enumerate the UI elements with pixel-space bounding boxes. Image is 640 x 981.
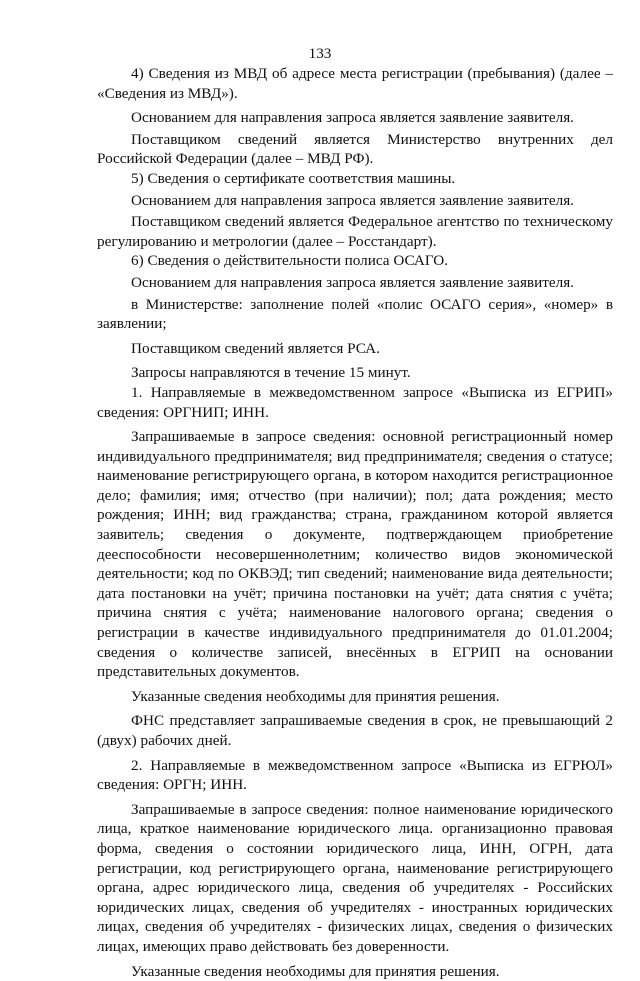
paragraph-certificate-basis: Основанием для направления запроса является заявление заявителя.	[131, 191, 574, 209]
paragraph-egrul-purpose: Указанные сведения необходимы для принятия решения.	[131, 962, 500, 980]
paragraph-egrip-request: 1. Направляемые в межведомственном запросе «Выписка из ЕГРИП» сведения: ОРГНИП; ИНН.	[97, 383, 613, 421]
paragraph-requests-timing: Запросы направляются в течение 15 минут.	[131, 364, 411, 382]
page-number: 133	[308, 45, 332, 62]
paragraph-fns-term: ФНС представляет запрашиваемые сведения в срок, не превышающий 2 (двух) рабочих дней.	[97, 712, 613, 749]
paragraph-egrip-fields: Запрашиваемые в запросе сведения: основной регистрационный номер индивидуального предпринимателя; вид предпринимателя; сведения о статусе; наименование регистрирующего органа, в котором находится регистрационное дело; фамилия; имя; отчество (при наличии); пол; дата рождения; место рождения; ИНН; вид гражданства; страна, гражданином которой является заявитель; сведения о документе, подтверждающем приобретение дееспособности несовершеннолетним; количество видов экономической деятельности; код по ОКВЭД; тип сведений; наименование вида деятельности; дата постановки на учёт; причина постановки на учёт; дата снятия с учёта; причина снятия с учёта; наименование налогового органа; сведения о регистрации в качестве индивидуального предпринимателя до 01.01.2004; сведения о количестве записей, внесённых в ЕГРИП на основании представительных документов.	[97, 428, 613, 681]
paragraph-osago-supplier: Поставщиком сведений является РСА.	[131, 339, 380, 357]
paragraph-egrul-request: 2. Направляемые в межведомственном запросе «Выписка из ЕГРЮЛ» сведения: ОРГН; ИНН.	[97, 756, 613, 794]
paragraph-osago-fields: в Министерстве: заполнение полей «полис ОСАГО серия», «номер» в заявлении;	[97, 295, 613, 333]
paragraph-certificate-heading: 5) Сведения о сертификате соответствия машины.	[131, 169, 456, 187]
page-body	[97, 64, 613, 981]
paragraph-osago-basis: Основанием для направления запроса является заявление заявителя.	[131, 273, 574, 291]
paragraph-certificate-supplier: Поставщиком сведений является Федеральное агентство по техническому регулированию и метрологии (далее – Росстандарт).	[97, 213, 613, 250]
paragraph-egrul-fields: Запрашиваемые в запросе сведения: полное наименование юридического лица, краткое наименование юридического лица. организационно правовая форма, сведения о состоянии юридического лица, ИНН, ОГРН, дата регистрации, код регистрирующего органа, наименование регистрирующего органа, адрес юридического лица, сведения об учредителях - Российских юридических лицах, сведения об учредителях - иностранных юридических лицах, сведения об учредителях - физических лицах, сведения о физических лицах, имеющих право действовать без доверенности.	[97, 800, 613, 955]
paragraph-osago-heading: 6) Сведения о действительности полиса ОСАГО.	[131, 252, 449, 270]
paragraph-mvd-heading: 4) Сведения из МВД об адресе места регистрации (пребывания) (далее – «Сведения из МВД»).	[97, 65, 613, 102]
paragraph-mvd-supplier: Поставщиком сведений является Министерство внутренних дел Российской Федерации (далее – МВД РФ).	[97, 130, 613, 168]
paragraph-mvd-basis: Основанием для направления запроса является заявление заявителя.	[131, 109, 574, 127]
paragraph-egrip-purpose: Указанные сведения необходимы для принятия решения.	[131, 687, 500, 705]
